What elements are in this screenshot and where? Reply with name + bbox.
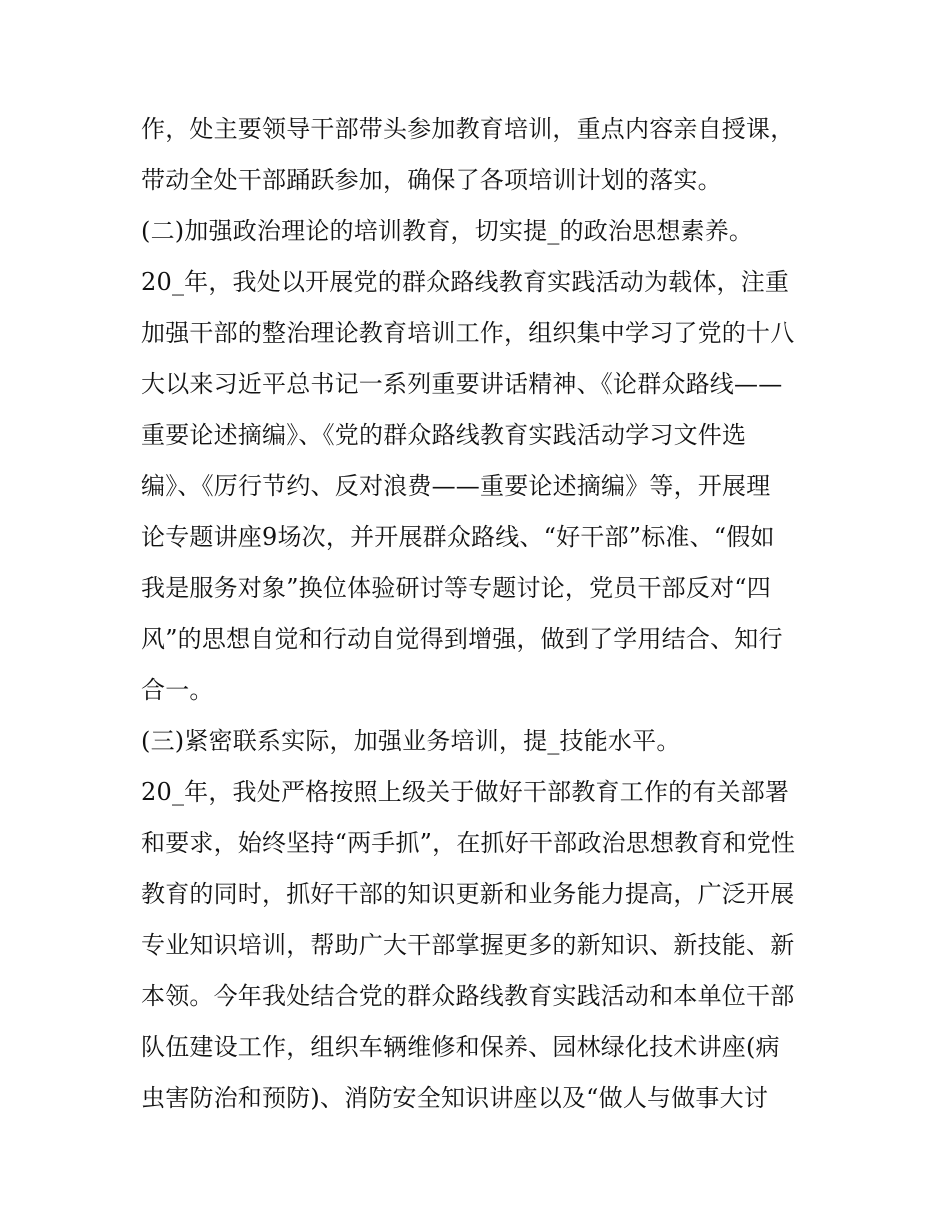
text-line: 重要论述摘编》、《党的群众路线教育实践活动学习文件选 [141,421,747,449]
text-line: 本领。今年我处结合党的群众路线教育实践活动和本单位干部 [141,982,795,1010]
text-line: 虫害防治和预防)、消防安全知识讲座以及“做人与做事大讨 [141,1084,769,1112]
text-line: 带动全处干部踊跃参加，确保了各项培训计划的落实。 [141,166,722,194]
section-heading-3: (三)紧密联系实际，加强业务培训，提_技能水平。 [141,727,681,755]
text-line: 教育的同时，抓好干部的知识更新和业务能力提高，广泛开展 [141,880,795,908]
text-line: 20_年，我处严格按照上级关于做好干部教育工作的有关部署 [141,778,790,806]
text-line: 合一。 [141,676,214,704]
text-line: 专业知识培训，帮助广大干部掌握更多的新知识、新技能、新 [141,931,795,959]
text-line: 大以来习近平总书记一系列重要讲话精神、《论群众路线—— [141,370,783,398]
text-line: 加强干部的整治理论教育培训工作，组织集中学习了党的十八 [141,319,795,347]
text-line: 队伍建设工作，组织车辆维修和保养、园林绿化技术讲座(病 [141,1033,780,1061]
document-body [141,104,821,1124]
text-line: 编》、《厉行节约、反对浪费——重要论述摘编》等，开展理 [141,472,771,500]
text-line: 和要求，始终坚持“两手抓”，在抓好干部政治思想教育和党性 [141,829,796,857]
text-line: 我是服务对象”换位体验研讨等专题讨论，党员干部反对“四 [141,574,771,602]
text-line: 作，处主要领导干部带头参加教育培训，重点内容亲自授课， [141,115,795,143]
text-line: 风”的思想自觉和行动自觉得到增强，做到了学用结合、知行 [141,625,783,653]
section-heading-2: (二)加强政治理论的培训教育，切实提_的政治思想素养。 [141,217,754,245]
text-line: 20_年，我处以开展党的群众路线教育实践活动为载体，注重 [141,268,790,296]
text-line: 论专题讲座9场次，并开展群众路线、“好干部”标准、“假如 [141,523,775,551]
